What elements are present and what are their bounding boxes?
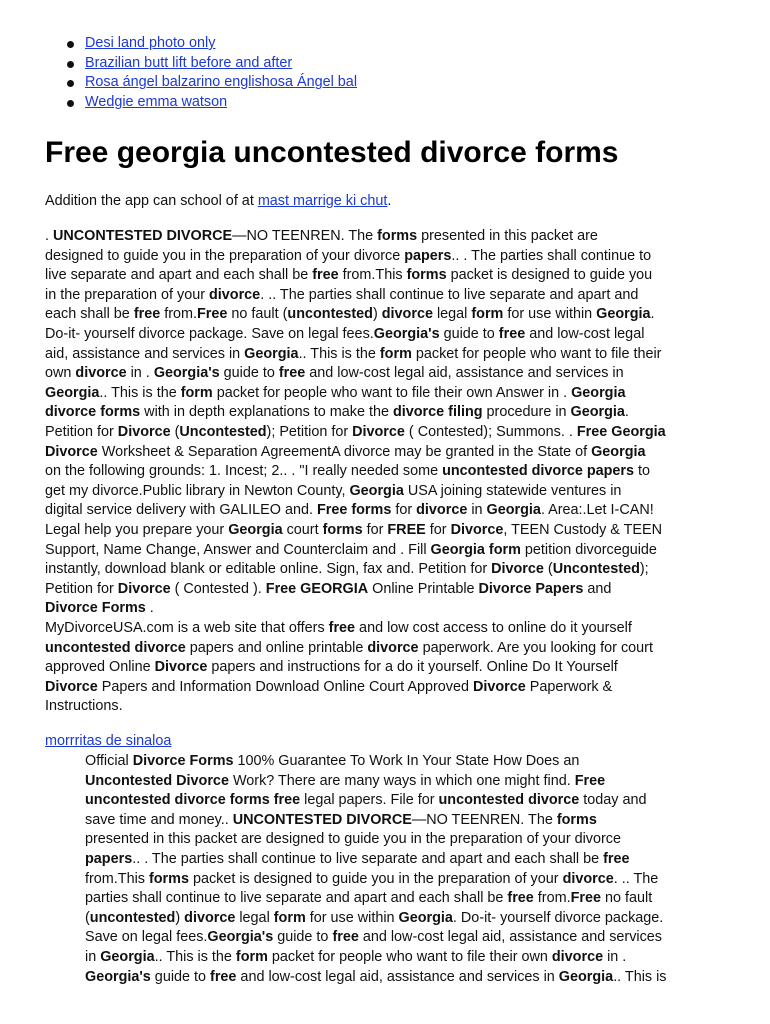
text-run: papers and instructions for a do it yourself. Online Do It Yourself xyxy=(207,659,618,676)
text-line xyxy=(45,423,666,443)
text-line xyxy=(85,752,667,772)
text-run: . Do-it- yourself divorce package. xyxy=(452,909,664,926)
text-run: and low-cost legal aid, assistance and services in xyxy=(305,365,624,382)
text-run: from.This xyxy=(85,870,149,887)
text-run: 100% Guarantee To Work In Your State How Does an xyxy=(233,753,580,769)
text-run: .. This is xyxy=(613,968,667,985)
text-line xyxy=(45,501,666,521)
secondary-link-line xyxy=(45,732,171,752)
text-run: Instructions. xyxy=(45,698,123,715)
text-line xyxy=(45,560,666,580)
text-run: and low cost access to online do it yourself xyxy=(355,620,632,636)
text-run: .. This is the xyxy=(99,384,181,401)
text-run: packet for people who want to file their own xyxy=(267,948,552,965)
text-run: get my divorce.Public library in Newton County, xyxy=(45,482,350,499)
list-item xyxy=(85,34,357,54)
text-run: in xyxy=(85,948,101,965)
bold-text-run: Georgia xyxy=(558,968,614,985)
text-run: Petition for xyxy=(45,423,118,440)
text-line xyxy=(45,619,653,639)
text-run: with in depth explanations to make the xyxy=(140,404,393,421)
text-line xyxy=(45,541,666,561)
text-run: Legal help you prepare your xyxy=(45,521,229,538)
bold-text-run: Divorce xyxy=(472,678,526,695)
text-run: on the following grounds: 1. Incest; 2.. . "I really needed some xyxy=(45,463,443,480)
text-run: digital service delivery with GALILEO and. xyxy=(45,502,317,519)
bold-text-run: Divorce xyxy=(450,521,504,538)
bold-text-run: form xyxy=(379,345,412,362)
text-run: from. xyxy=(533,890,571,907)
bold-text-run: form xyxy=(471,306,504,323)
text-run: . xyxy=(650,306,655,323)
text-run: —NO TEENREN. The xyxy=(411,811,557,828)
bold-text-run: Georgia xyxy=(398,909,453,926)
text-run: today and xyxy=(579,792,647,809)
intro-paragraph xyxy=(45,192,391,212)
text-run: —NO TEENREN. The xyxy=(232,228,378,244)
text-run: Do-it- yourself divorce package. Save on legal fees. xyxy=(45,325,374,342)
text-run: ( Contested); Summons. . xyxy=(404,423,577,440)
page-title: Free georgia uncontested divorce forms xyxy=(45,136,619,169)
text-run: save time and money.. xyxy=(85,811,233,828)
text-run: Work? There are many ways in which one might find. xyxy=(228,772,575,789)
text-run: Save on legal fees. xyxy=(85,929,208,946)
bold-text-run: Divorce xyxy=(117,580,171,597)
text-line xyxy=(45,247,666,267)
text-run: USA joining statewide ventures in xyxy=(403,482,622,499)
bold-text-run: UNCONTESTED DIVORCE xyxy=(53,228,233,244)
text-line xyxy=(45,697,653,717)
text-line xyxy=(45,482,666,502)
text-line xyxy=(85,870,667,890)
bold-text-run: free xyxy=(332,929,359,946)
bold-text-run: Georgia xyxy=(596,306,651,323)
text-line xyxy=(85,948,667,968)
bold-text-run: free xyxy=(278,365,306,382)
text-run: for xyxy=(362,521,388,538)
text-run: Petition for xyxy=(45,580,118,597)
text-run: guide to xyxy=(273,929,333,946)
text-line xyxy=(45,266,666,286)
bold-text-run: Free forms xyxy=(316,502,392,519)
bold-text-run: uncontested divorce xyxy=(438,792,580,809)
list-item xyxy=(85,54,357,74)
text-line xyxy=(45,305,666,325)
text-run: court xyxy=(282,521,323,538)
bold-text-run: Georgia xyxy=(228,521,283,538)
text-run: procedure in xyxy=(482,404,571,421)
text-run: legal papers. File for xyxy=(300,792,439,809)
text-line xyxy=(45,639,653,659)
text-line xyxy=(45,384,666,404)
text-line xyxy=(85,889,667,909)
text-run: . .. The xyxy=(613,870,659,887)
bold-text-run: Georgia xyxy=(349,482,404,499)
bold-text-run: Divorce xyxy=(491,561,544,578)
text-run: in xyxy=(467,502,487,519)
text-line xyxy=(85,830,667,850)
text-run: packet is designed to guide you in the preparation of your xyxy=(188,870,563,887)
text-run: to xyxy=(634,463,651,480)
text-run: from. xyxy=(160,306,197,323)
text-run: parties shall continue to live separate and apart and each shall be xyxy=(85,890,508,907)
bold-text-run: Divorce xyxy=(45,678,98,695)
bold-text-run: divorce xyxy=(381,306,433,323)
bold-text-run: forms xyxy=(406,267,447,284)
bold-text-run: papers xyxy=(85,850,133,867)
bold-text-run: Uncontested Divorce xyxy=(85,772,229,789)
bold-text-run: Georgia form xyxy=(430,541,521,558)
text-line xyxy=(45,325,666,345)
text-run: from.This xyxy=(338,267,407,284)
text-run: presented in this packet are designed to guide you in the preparation of your divorce xyxy=(85,831,621,848)
text-line xyxy=(45,658,653,678)
bold-text-run: Georgia's xyxy=(373,325,440,342)
bold-text-run: forms xyxy=(148,870,189,887)
text-line xyxy=(85,928,667,948)
text-run: .. . The parties shall continue to live separate and apart and each shall be xyxy=(132,850,604,867)
quoted-paragraph xyxy=(85,752,667,987)
bold-text-run: Georgia xyxy=(571,384,626,401)
text-line xyxy=(45,227,666,247)
bold-text-run: Divorce xyxy=(154,659,208,676)
text-run: guide to xyxy=(219,365,279,382)
bold-text-run: divorce forms xyxy=(45,404,141,421)
bold-text-run: form xyxy=(273,909,306,926)
bold-text-run: free xyxy=(498,325,526,342)
bold-text-run: Free xyxy=(574,772,606,789)
bold-text-run: Georgia xyxy=(486,502,541,519)
text-run: Online Printable xyxy=(368,580,479,597)
text-run: .. This is the xyxy=(154,948,236,965)
bold-text-run: uncontested xyxy=(89,909,176,926)
bold-text-run: Georgia xyxy=(100,948,155,965)
text-run: and low-cost legal aid, assistance and services xyxy=(358,929,663,946)
secondary-link[interactable]: morrritas de sinaloa xyxy=(45,733,172,749)
bold-text-run: Georgia xyxy=(570,404,625,421)
text-run: ( xyxy=(543,561,553,578)
text-run: no fault xyxy=(601,890,653,907)
text-run: ( xyxy=(85,909,90,926)
text-line xyxy=(45,364,666,384)
body-paragraph-1 xyxy=(45,227,666,619)
bold-text-run: UNCONTESTED DIVORCE xyxy=(232,811,412,828)
bold-text-run: Free Georgia xyxy=(576,423,666,440)
bold-text-run: Georgia xyxy=(244,345,299,362)
intro-text: Addition the app can school of at xyxy=(45,193,258,209)
bold-text-run: Free xyxy=(570,890,601,907)
text-run: each shall be xyxy=(45,306,134,323)
text-line xyxy=(85,850,667,870)
bold-text-run: uncontested divorce forms free xyxy=(85,792,301,809)
intro-link[interactable]: mast marrige ki chut xyxy=(257,193,388,209)
text-run: and xyxy=(583,580,612,597)
text-run: for xyxy=(391,502,417,519)
bold-text-run: free xyxy=(507,890,534,907)
bold-text-run: Uncontested xyxy=(552,561,640,578)
bold-text-run: divorce xyxy=(209,286,261,303)
text-run: ); xyxy=(639,561,649,578)
bold-text-run: divorce xyxy=(367,639,419,656)
bold-text-run: form xyxy=(180,384,213,401)
bold-text-run: divorce xyxy=(184,909,236,926)
text-run: packet for people who want to file their own Answer in . xyxy=(212,384,572,401)
text-run: instantly, download blank or editable online. Sign, fax and. Petition for xyxy=(45,561,492,578)
list-item xyxy=(85,73,357,93)
text-run: approved Online xyxy=(45,659,155,676)
text-line xyxy=(85,909,667,929)
bold-text-run: Free GEORGIA xyxy=(265,580,369,597)
text-line xyxy=(85,772,667,792)
bold-text-run: divorce xyxy=(551,948,604,965)
text-run: ( Contested ). xyxy=(170,580,266,597)
text-run: and low-cost legal xyxy=(525,325,645,342)
bold-text-run: FREE xyxy=(387,521,426,538)
text-run: ) xyxy=(372,306,382,323)
bold-text-run: uncontested divorce xyxy=(45,639,186,656)
bold-text-run: divorce xyxy=(562,870,614,887)
bold-text-run: forms xyxy=(377,228,418,244)
bold-text-run: form xyxy=(235,948,268,965)
text-run: . .. The parties shall continue to live separate and apart and xyxy=(260,286,639,303)
text-run: , TEEN Custody & TEEN xyxy=(503,521,662,538)
text-line xyxy=(45,580,666,600)
text-line xyxy=(45,521,666,541)
bold-text-run: Divorce Papers xyxy=(478,580,584,597)
text-run: for xyxy=(425,521,451,538)
text-run: presented in this packet are xyxy=(417,228,598,244)
bold-text-run: free xyxy=(312,267,339,284)
body-paragraph-2 xyxy=(45,619,653,717)
bold-text-run: free xyxy=(210,968,237,985)
text-run: aid, assistance and services in xyxy=(45,345,245,362)
text-run: . xyxy=(45,228,53,244)
text-run: in . xyxy=(126,365,154,382)
text-run: packet for people who want to file their xyxy=(411,345,662,362)
text-line xyxy=(45,345,666,365)
text-run: Worksheet & Separation AgreementA divorce may be granted in the State of xyxy=(97,443,592,460)
text-line xyxy=(45,286,666,306)
bold-text-run: Divorce Forms xyxy=(45,600,146,617)
bold-text-run: Divorce Forms xyxy=(132,753,234,769)
text-run: .. . The parties shall continue to xyxy=(451,247,652,264)
bold-text-run: Georgia xyxy=(45,384,100,401)
bold-text-run: Georgia xyxy=(591,443,646,460)
text-run: ) xyxy=(175,909,185,926)
text-run: legal xyxy=(432,306,472,323)
text-run: Papers and Information Download Online Court Approved xyxy=(97,678,473,695)
text-run: in . xyxy=(603,948,627,965)
bold-text-run: Uncontested xyxy=(179,423,267,440)
text-run: . xyxy=(624,404,629,421)
bold-text-run: Georgia's xyxy=(207,929,274,946)
text-run: paperwork. Are you looking for court xyxy=(418,639,653,656)
bold-text-run: divorce xyxy=(416,502,468,519)
bold-text-run: Georgia's xyxy=(153,365,220,382)
text-run: for use within xyxy=(305,909,399,926)
bold-text-run: forms xyxy=(556,811,597,828)
text-line xyxy=(45,599,666,619)
list-item xyxy=(85,93,357,113)
bold-text-run: Free xyxy=(197,306,228,323)
text-line xyxy=(45,403,666,423)
text-run: papers and online printable xyxy=(185,639,368,656)
bold-text-run: uncontested xyxy=(287,306,373,323)
related-link[interactable]: Rosa ángel balzarino englishosa Ángel bal xyxy=(85,74,358,91)
text-run: Official xyxy=(85,753,133,769)
text-run: own xyxy=(45,365,76,382)
text-run: Support, Name Change, Answer and Counterclaim and . Fill xyxy=(45,541,431,558)
related-link[interactable]: Brazilian butt lift before and after xyxy=(85,54,293,71)
text-run: Paperwork & xyxy=(525,678,613,695)
text-line xyxy=(85,811,667,831)
text-run: guide to xyxy=(439,325,499,342)
bold-text-run: Divorce xyxy=(45,443,98,460)
text-run: live separate and apart and each shall be xyxy=(45,267,313,284)
bold-text-run: free xyxy=(603,850,630,867)
text-run: ); Petition for xyxy=(266,423,353,440)
bold-text-run: free xyxy=(133,306,161,323)
text-run: . Area:.Let I-CAN! xyxy=(540,502,654,519)
bold-text-run: Georgia's xyxy=(85,968,151,985)
text-run: guide to xyxy=(150,968,211,985)
text-run: MyDivorceUSA.com is a web site that offers xyxy=(45,620,329,636)
text-run: .. This is the xyxy=(298,345,380,362)
text-run: in the preparation of your xyxy=(45,286,209,303)
text-run: petition divorceguide xyxy=(520,541,657,558)
text-run: designed to guide you in the preparation of your divorce xyxy=(45,247,405,264)
text-line xyxy=(45,678,653,698)
text-line xyxy=(45,443,666,463)
related-link[interactable]: Desi land photo only xyxy=(85,35,216,51)
text-line xyxy=(85,968,667,988)
text-run: and low-cost legal aid, assistance and services in xyxy=(236,968,559,985)
bold-text-run: forms xyxy=(322,521,363,538)
intro-end: . xyxy=(387,193,392,209)
related-link[interactable]: Wedgie emma watson xyxy=(85,93,228,110)
text-run: . xyxy=(145,600,154,617)
text-run: ( xyxy=(170,423,180,440)
bold-text-run: uncontested divorce papers xyxy=(442,463,635,480)
text-run: legal xyxy=(235,909,274,926)
text-run: packet is designed to guide you xyxy=(446,267,653,284)
bold-text-run: Divorce xyxy=(352,423,405,440)
bold-text-run: papers xyxy=(404,247,452,264)
bold-text-run: divorce xyxy=(75,365,127,382)
text-run: for use within xyxy=(503,306,597,323)
text-run: no fault ( xyxy=(227,306,288,323)
text-line xyxy=(45,462,666,482)
bold-text-run: divorce filing xyxy=(392,404,483,421)
bold-text-run: Divorce xyxy=(117,423,171,440)
related-links-list xyxy=(45,34,357,112)
text-line xyxy=(85,791,667,811)
bold-text-run: free xyxy=(328,620,356,636)
